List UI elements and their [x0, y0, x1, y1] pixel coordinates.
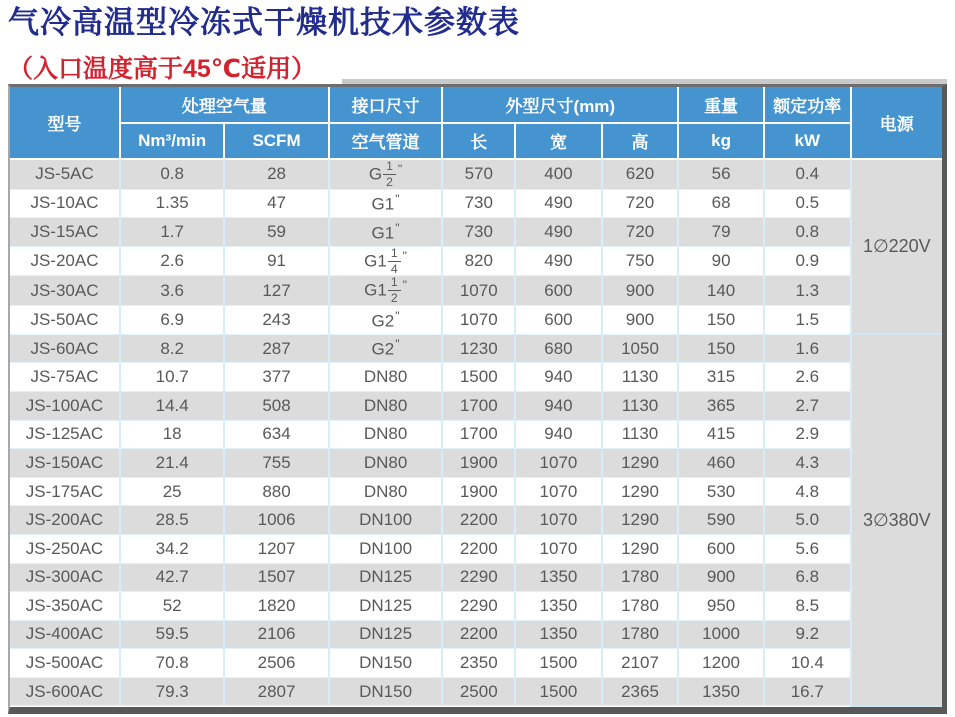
- cell-kg: 150: [678, 306, 764, 335]
- subheader-height: 高: [602, 123, 678, 159]
- col-header-air-flow: 处理空气量: [120, 87, 329, 123]
- cell-kw: 8.5: [764, 592, 851, 621]
- cell-kg: 140: [678, 276, 764, 306]
- cell-scfm: 1006: [224, 506, 328, 535]
- cell-length: 1070: [442, 306, 515, 335]
- inch-mark: ": [397, 161, 403, 176]
- cell-width: 1070: [515, 534, 602, 563]
- header-row-1: [10, 87, 942, 123]
- cell-model: JS-500AC: [10, 649, 120, 678]
- col-header-power-supply: 电源: [851, 87, 942, 159]
- cell-kw: 5.0: [764, 506, 851, 535]
- cell-scfm: 1820: [224, 592, 328, 621]
- cell-length: 2500: [442, 677, 515, 706]
- cell-kw: 16.7: [764, 677, 851, 706]
- cell-length: 1230: [442, 334, 515, 363]
- cell-model: JS-250AC: [10, 534, 120, 563]
- cell-height: 750: [602, 246, 678, 276]
- cell-model: JS-20AC: [10, 246, 120, 276]
- cell-kw: 10.4: [764, 649, 851, 678]
- cell-height: 1290: [602, 477, 678, 506]
- inch-mark: ": [402, 248, 407, 263]
- cell-kg: 600: [678, 534, 764, 563]
- cell-model: JS-10AC: [10, 189, 120, 218]
- page-title: 气冷高温型冷冻式干燥机技术参数表: [8, 5, 520, 40]
- cell-nm3: 14.4: [120, 391, 224, 420]
- cell-width: 940: [515, 391, 602, 420]
- cell-scfm: 508: [224, 391, 328, 420]
- cell-height: 1130: [602, 391, 678, 420]
- cell-pipe: DN125: [329, 563, 443, 592]
- cell-scfm: 47: [224, 189, 328, 218]
- table-row: [10, 420, 942, 449]
- cell-scfm: 91: [224, 246, 328, 276]
- cell-height: 720: [602, 218, 678, 247]
- cell-width: 490: [515, 246, 602, 276]
- cell-kw: 6.8: [764, 563, 851, 592]
- table-row: [10, 189, 942, 218]
- cell-pipe: G2": [329, 306, 443, 335]
- inch-mark: ": [395, 192, 400, 207]
- cell-nm3: 28.5: [120, 506, 224, 535]
- cell-pipe: G1": [329, 218, 443, 247]
- cell-pipe: DN100: [329, 534, 443, 563]
- cell-nm3: 2.6: [120, 246, 224, 276]
- cell-model: JS-125AC: [10, 420, 120, 449]
- cell-kg: 900: [678, 563, 764, 592]
- cell-scfm: 880: [224, 477, 328, 506]
- table-row: [10, 620, 942, 649]
- cell-kg: 79: [678, 218, 764, 247]
- cell-width: 1350: [515, 620, 602, 649]
- page-subtitle: （入口温度高于45℃适用）: [8, 54, 317, 83]
- cell-kg: 68: [678, 189, 764, 218]
- cell-scfm: 2506: [224, 649, 328, 678]
- cell-height: 900: [602, 306, 678, 335]
- cell-nm3: 52: [120, 592, 224, 621]
- cell-kw: 9.2: [764, 620, 851, 649]
- cell-scfm: 28: [224, 159, 328, 189]
- table-row: [10, 391, 942, 420]
- table-header: [10, 87, 942, 159]
- table-body: [10, 159, 942, 706]
- subtitle-row: [8, 44, 947, 84]
- cell-scfm: 59: [224, 218, 328, 247]
- col-header-model: 型号: [10, 87, 120, 159]
- cell-width: 400: [515, 159, 602, 189]
- subheader-length: 长: [442, 123, 515, 159]
- cell-nm3: 21.4: [120, 449, 224, 478]
- cell-kw: 2.9: [764, 420, 851, 449]
- cell-height: 620: [602, 159, 678, 189]
- cell-scfm: 634: [224, 420, 328, 449]
- cell-height: 1050: [602, 334, 678, 363]
- cell-kg: 1350: [678, 677, 764, 706]
- table-row: [10, 592, 942, 621]
- cell-length: 820: [442, 246, 515, 276]
- cell-length: 2200: [442, 534, 515, 563]
- cell-height: 1780: [602, 563, 678, 592]
- cell-pipe: G2": [329, 334, 443, 363]
- cell-width: 1500: [515, 649, 602, 678]
- cell-nm3: 10.7: [120, 363, 224, 392]
- cell-height: 900: [602, 276, 678, 306]
- cell-length: 1700: [442, 420, 515, 449]
- cell-nm3: 70.8: [120, 649, 224, 678]
- cell-width: 940: [515, 420, 602, 449]
- cell-kw: 2.7: [764, 391, 851, 420]
- cell-nm3: 34.2: [120, 534, 224, 563]
- inch-mark: ": [402, 278, 407, 293]
- cell-pipe: DN80: [329, 449, 443, 478]
- table-row: [10, 534, 942, 563]
- cell-model: JS-175AC: [10, 477, 120, 506]
- cell-model: JS-50AC: [10, 306, 120, 335]
- table-row: [10, 506, 942, 535]
- cell-pipe: G1 $\frac{1}{2}$ ": [329, 276, 443, 306]
- cell-width: 940: [515, 363, 602, 392]
- pipe-fraction: $\frac{1}{2}$: [383, 160, 396, 189]
- cell-nm3: 18: [120, 420, 224, 449]
- cell-pipe: DN125: [329, 592, 443, 621]
- cell-pipe: DN80: [329, 363, 443, 392]
- cell-model: JS-5AC: [10, 159, 120, 189]
- cell-pipe: G1": [329, 189, 443, 218]
- cell-scfm: 377: [224, 363, 328, 392]
- table-row: [10, 334, 942, 363]
- cell-length: 1070: [442, 276, 515, 306]
- cell-nm3: 0.8: [120, 159, 224, 189]
- cell-kg: 315: [678, 363, 764, 392]
- cell-length: 570: [442, 159, 515, 189]
- table-row: [10, 276, 942, 306]
- cell-scfm: 127: [224, 276, 328, 306]
- cell-model: JS-30AC: [10, 276, 120, 306]
- cell-width: 1070: [515, 449, 602, 478]
- cell-kw: 0.8: [764, 218, 851, 247]
- cell-kg: 1200: [678, 649, 764, 678]
- cell-nm3: 1.35: [120, 189, 224, 218]
- cell-length: 2290: [442, 592, 515, 621]
- cell-kw: 0.4: [764, 159, 851, 189]
- cell-model: JS-15AC: [10, 218, 120, 247]
- cell-length: 730: [442, 189, 515, 218]
- cell-kw: 0.5: [764, 189, 851, 218]
- subheader-nm3: Nm³/min: [120, 123, 224, 159]
- cell-height: 2365: [602, 677, 678, 706]
- cell-model: JS-350AC: [10, 592, 120, 621]
- cell-kw: 5.6: [764, 534, 851, 563]
- cell-pipe: DN80: [329, 391, 443, 420]
- cell-kg: 950: [678, 592, 764, 621]
- inch-mark: ": [395, 308, 400, 323]
- pipe-fraction: $\frac{1}{2}$: [388, 276, 401, 305]
- cell-kw: 0.9: [764, 246, 851, 276]
- cell-kg: 530: [678, 477, 764, 506]
- table-row: [10, 649, 942, 678]
- pipe-fraction: $\frac{1}{4}$: [388, 247, 401, 276]
- cell-kw: 1.3: [764, 276, 851, 306]
- cell-pipe: DN80: [329, 420, 443, 449]
- cell-kg: 150: [678, 334, 764, 363]
- col-header-port-size: 接口尺寸: [329, 87, 443, 123]
- col-header-rated-power: 额定功率: [764, 87, 851, 123]
- table-row: [10, 218, 942, 247]
- cell-pipe: DN100: [329, 506, 443, 535]
- cell-nm3: 79.3: [120, 677, 224, 706]
- cell-model: JS-60AC: [10, 334, 120, 363]
- cell-height: 1130: [602, 420, 678, 449]
- inch-mark: ": [395, 220, 400, 235]
- cell-kg: 1000: [678, 620, 764, 649]
- cell-length: 1500: [442, 363, 515, 392]
- cell-kw: 2.6: [764, 363, 851, 392]
- cell-kg: 56: [678, 159, 764, 189]
- cell-model: JS-75AC: [10, 363, 120, 392]
- cell-nm3: 1.7: [120, 218, 224, 247]
- cell-kg: 460: [678, 449, 764, 478]
- divider-rule: [342, 79, 947, 84]
- cell-height: 1780: [602, 592, 678, 621]
- cell-height: 1130: [602, 363, 678, 392]
- cell-length: 2350: [442, 649, 515, 678]
- cell-nm3: 3.6: [120, 276, 224, 306]
- subheader-scfm: SCFM: [224, 123, 328, 159]
- cell-scfm: 1507: [224, 563, 328, 592]
- table-row: [10, 563, 942, 592]
- cell-height: 720: [602, 189, 678, 218]
- cell-kg: 590: [678, 506, 764, 535]
- cell-model: JS-100AC: [10, 391, 120, 420]
- cell-model: JS-400AC: [10, 620, 120, 649]
- table-row: [10, 449, 942, 478]
- cell-power-supply: 3∅380V: [851, 334, 942, 706]
- cell-kw: 4.8: [764, 477, 851, 506]
- cell-pipe: G1 $\frac{1}{4}$ ": [329, 246, 443, 276]
- table-row: [10, 677, 942, 706]
- cell-model: JS-200AC: [10, 506, 120, 535]
- cell-length: 2290: [442, 563, 515, 592]
- cell-kw: 4.3: [764, 449, 851, 478]
- cell-width: 490: [515, 189, 602, 218]
- cell-pipe: DN150: [329, 677, 443, 706]
- cell-length: 1900: [442, 477, 515, 506]
- cell-pipe: DN80: [329, 477, 443, 506]
- cell-length: 1700: [442, 391, 515, 420]
- cell-scfm: 1207: [224, 534, 328, 563]
- table-row: [10, 363, 942, 392]
- cell-scfm: 243: [224, 306, 328, 335]
- cell-scfm: 287: [224, 334, 328, 363]
- cell-width: 1500: [515, 677, 602, 706]
- cell-nm3: 8.2: [120, 334, 224, 363]
- col-header-dimensions: 外型尺寸(mm): [442, 87, 678, 123]
- cell-height: 1290: [602, 449, 678, 478]
- cell-width: 1070: [515, 506, 602, 535]
- cell-length: 2200: [442, 620, 515, 649]
- subheader-air-pipe: 空气管道: [329, 123, 443, 159]
- cell-nm3: 25: [120, 477, 224, 506]
- subheader-kg: kg: [678, 123, 764, 159]
- header-row-2: [10, 123, 942, 159]
- cell-model: JS-300AC: [10, 563, 120, 592]
- cell-pipe: DN125: [329, 620, 443, 649]
- spec-table: [10, 87, 942, 707]
- cell-width: 680: [515, 334, 602, 363]
- table-row: [10, 159, 942, 189]
- cell-scfm: 2106: [224, 620, 328, 649]
- cell-scfm: 755: [224, 449, 328, 478]
- cell-scfm: 2807: [224, 677, 328, 706]
- table-row: [10, 306, 942, 335]
- cell-length: 2200: [442, 506, 515, 535]
- cell-height: 1290: [602, 506, 678, 535]
- col-header-weight: 重量: [678, 87, 764, 123]
- cell-kg: 415: [678, 420, 764, 449]
- cell-length: 730: [442, 218, 515, 247]
- cell-pipe: DN150: [329, 649, 443, 678]
- cell-height: 2107: [602, 649, 678, 678]
- cell-width: 600: [515, 276, 602, 306]
- cell-length: 1900: [442, 449, 515, 478]
- cell-kw: 1.6: [764, 334, 851, 363]
- subheader-width: 宽: [515, 123, 602, 159]
- cell-width: 1070: [515, 477, 602, 506]
- spec-table-wrap: [8, 84, 947, 714]
- cell-width: 1350: [515, 592, 602, 621]
- subheader-kw: kW: [764, 123, 851, 159]
- cell-kg: 365: [678, 391, 764, 420]
- inch-mark: ": [395, 337, 400, 352]
- cell-model: JS-150AC: [10, 449, 120, 478]
- cell-kw: 1.5: [764, 306, 851, 335]
- cell-nm3: 6.9: [120, 306, 224, 335]
- cell-kg: 90: [678, 246, 764, 276]
- cell-height: 1780: [602, 620, 678, 649]
- table-row: [10, 246, 942, 276]
- cell-power-supply: 1∅220V: [851, 159, 942, 334]
- cell-width: 600: [515, 306, 602, 335]
- cell-pipe: G $\frac{1}{2}$ ": [329, 159, 443, 189]
- cell-model: JS-600AC: [10, 677, 120, 706]
- cell-width: 490: [515, 218, 602, 247]
- cell-width: 1350: [515, 563, 602, 592]
- cell-height: 1290: [602, 534, 678, 563]
- cell-nm3: 42.7: [120, 563, 224, 592]
- cell-nm3: 59.5: [120, 620, 224, 649]
- table-row: [10, 477, 942, 506]
